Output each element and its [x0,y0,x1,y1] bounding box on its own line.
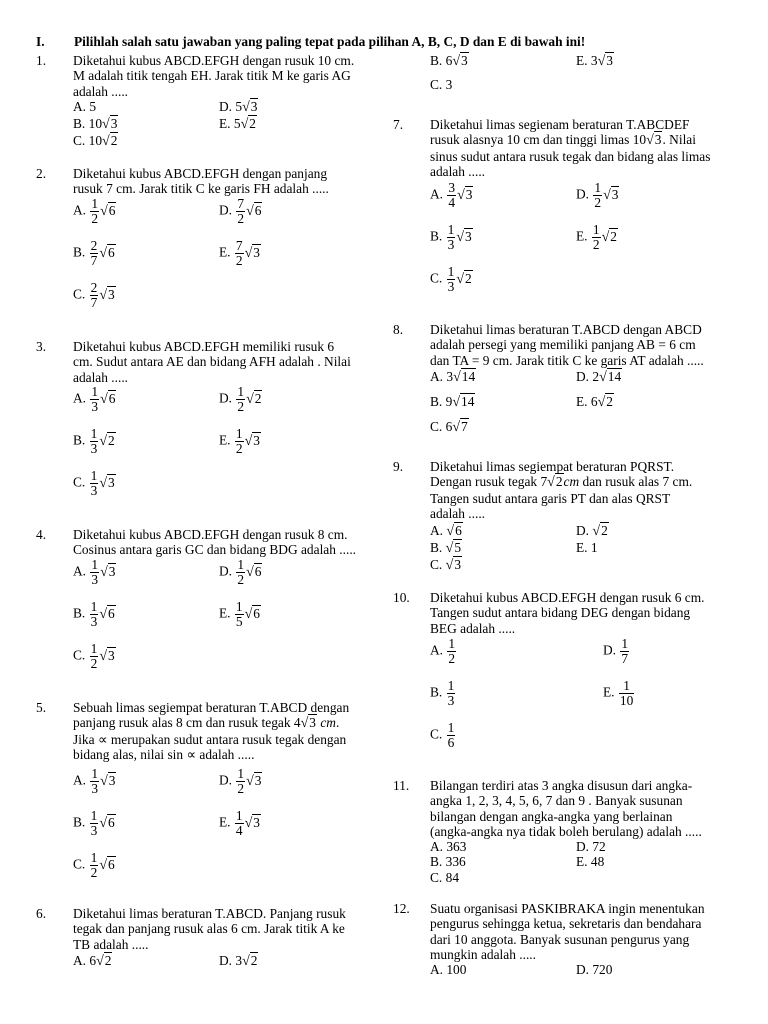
fraction: $\frac{1}{2}$ [237,557,245,587]
option-d: D. $\frac{1}{2}$ √6 [219,557,262,587]
question-stem [73,527,356,558]
sqrt-expression: √6 [246,202,262,219]
option-a: A. $\frac{1}{2}$ [430,636,456,666]
fraction: $\frac{3}{4}$ [448,180,456,210]
option-d: D. $\frac{1}{2}$ √3 [576,180,619,210]
question-stem [430,778,702,840]
section-header [36,34,585,49]
stem-line: Diketahui limas segienam beraturan T.ABCDEF [430,117,690,132]
stem-line: Diketahui kubus ABCD.EFGH memiliki rusuk 6 [73,339,335,354]
stem-line: TB adalah ..... [73,936,149,952]
stem-line: bidang alas, nilai sin ∝ adalah ..... [73,747,255,763]
sqrt-expression: √2 [102,133,118,149]
option-d: D. 3√2 [219,953,258,969]
stem-line: Diketahui kubus ABCD.EFGH dengan rusuk 8 cm. [73,527,348,542]
sqrt-expression: √2 [246,390,262,407]
sqrt-expression: √3 [99,286,115,303]
stem-line: Diketahui kubus ABCD.EFGH dengan rusuk 10 cm. [73,53,355,68]
fraction: $\frac{1}{3}$ [90,468,98,498]
question-number: 10. [393,590,410,605]
sqrt-expression: √6 [99,856,115,873]
sqrt-expression: √2 [240,116,256,132]
option-e: E. 48 [576,854,605,869]
stem-line: Diketahui kubus ABCD.EFGH dengan panjang [73,166,328,181]
option-d: D. $\frac{1}{2}$ √2 [219,384,262,414]
option-d: D. $\frac{7}{2}$ √6 [219,196,262,226]
fraction: $\frac{2}{7}$ [90,238,98,268]
sqrt-expression: √3 [244,432,260,449]
section-instruction: Pilihlah salah satu jawaban yang paling tepat pada pilihan A, B, C, D dan E di bawah ini! [74,34,586,49]
section-roman-numeral: I. [36,34,45,49]
option-e: E. $\frac{1}{2}$ √3 [219,426,260,456]
question-number: 2. [36,166,47,181]
stem-line: rusuk alasnya 10 cm dan tinggi limas 10√3. Nilai [430,132,696,149]
stem-line: Bilangan terdiri atas 3 angka disusun dari angka- [430,778,693,793]
question-stem [430,117,710,180]
option-e: E. 3√3 [576,53,613,69]
fraction: $\frac{1}{3}$ [447,222,455,252]
question-stem [430,901,705,963]
stem-line: adalah persegi yang memiliki panjang AB = 6 cm [430,337,696,353]
sqrt-expression: √6 [244,605,260,622]
stem-line: dan TA = 9 cm. Jarak titik C ke garis AT adalah ..... [430,352,704,368]
stem-line: Diketahui kubus ABCD.EFGH dengan rusuk 6 cm. [430,590,705,605]
sqrt-expression: √14 [453,369,476,385]
stem-line: Diketahui limas segiempat beraturan PQRST. [430,459,675,474]
sqrt-expression: √7 [452,419,468,435]
sqrt-expression: √3 [244,244,260,261]
sqrt-expression: √3 [597,53,613,69]
option-b: B. $\frac{1}{3}$ √3 [430,222,472,252]
option-c: C. $\frac{1}{3}$ √2 [430,264,472,294]
stem-line: bilangan dengan angka-angka yang berlainan [430,808,673,824]
fraction: $\frac{1}{2}$ [594,180,602,210]
stem-line: Sebuah limas segiempat beraturan T.ABCD dengan [73,700,350,715]
sqrt-expression: √2 [597,394,613,410]
question-number: 9. [393,459,404,474]
option-b: B. $\frac{1}{3}$ √2 [73,426,115,456]
sqrt-expression: √3 [456,228,472,245]
option-c: C. $\frac{1}{2}$ √3 [73,641,115,671]
stem-line: Diketahui limas beraturan T.ABCD dengan ABCD [430,322,702,337]
sqrt-expression: √3 [300,715,316,732]
sqrt-expression: √2 [601,228,617,245]
sqrt-expression: √6 [246,563,262,580]
question-number: 5. [36,700,47,715]
fraction: $\frac{1}{2}$ [235,426,243,456]
fraction: $\frac{1}{7}$ [621,636,629,666]
option-d: D. 2√14 [576,369,622,385]
stem-line: Tangen sudut antara garis PT dan alas QRST [430,490,671,506]
sqrt-expression: √14 [452,394,475,410]
stem-line: (angka-angka nya tidak boleh berulang) adalah ..... [430,824,702,840]
sqrt-expression: √2 [96,953,112,969]
option-d: D. 72 [576,839,606,854]
stem-line: Cosinus antara garis GC dan bidang BDG adalah ..... [73,542,357,558]
option-c: C. $\frac{1}{2}$ √6 [73,850,115,880]
stem-line: Jika ∝ merupakan sudut antara rusuk tegak dengan [73,731,347,747]
stem-line: BEG adalah ..... [430,620,516,636]
option-b: B. $\frac{1}{3}$ [430,678,455,708]
sqrt-expression: √2 [99,432,115,449]
question-number: 1. [36,53,47,68]
stem-line: Suatu organisasi PASKIBRAKA ingin menentukan [430,901,705,916]
option-a: A. $\frac{1}{3}$ √3 [73,557,116,587]
stem-line: rusuk 7 cm. Jarak titik C ke garis FH adalah ..... [73,181,329,197]
option-b: B. 6√3 [430,53,468,69]
sqrt-expression: √14 [599,369,622,385]
fraction: $\frac{1}{3}$ [91,384,99,414]
fraction: $\frac{1}{3}$ [90,599,98,629]
option-c: C. 84 [430,870,460,885]
stem-line: panjang rusuk alas 8 cm dan rusuk tegak 4√3 cm. [73,715,340,732]
option-e: E. $\frac{1}{5}$ √6 [219,599,260,629]
stem-line: M adalah titik tengah EH. Jarak titik M ke garis AG [73,68,351,84]
fraction: $\frac{1}{2}$ [237,766,245,796]
fraction: $\frac{1}{3}$ [91,766,99,796]
fraction: $\frac{1}{4}$ [235,808,243,838]
stem-line: dari 10 anggota. Banyak susunan pengurus yang [430,931,690,947]
fraction: $\frac{1}{10}$ [619,678,634,708]
sqrt-expression: √6 [446,523,462,539]
fraction: $\frac{1}{2}$ [237,384,245,414]
question-stem [73,339,351,385]
option-a: A. 5 [73,99,97,114]
option-e: E. $\frac{1}{4}$ √3 [219,808,260,838]
question-number: 7. [393,117,404,132]
stem-line: tegak dan panjang rusuk alas 6 cm. Jarak titik A ke [73,921,345,937]
option-b: B. $\frac{2}{7}$ √6 [73,238,115,268]
option-b: B. $\frac{1}{3}$ √6 [73,808,115,838]
option-e: E. $\frac{1}{10}$ [603,678,634,708]
option-a: A. 3√14 [430,369,476,385]
option-c: C. $\frac{2}{7}$ √3 [73,280,115,310]
option-b: B. $\frac{1}{3}$ √6 [73,599,115,629]
option-d: D. 720 [576,962,613,977]
option-a: A. √6 [430,523,462,539]
sqrt-expression: √3 [244,814,260,831]
option-d: D. 5√3 [219,99,258,115]
option-e: E. $\frac{1}{2}$ √2 [576,222,617,252]
fraction: $\frac{1}{6}$ [447,720,455,750]
alpha-symbol: ∝ [186,747,197,763]
sqrt-expression: √3 [100,772,116,789]
option-b: B. 10√3 [73,116,118,132]
option-d: D. $\frac{1}{7}$ [603,636,629,666]
fraction: $\frac{1}{2}$ [592,222,600,252]
question-stem [73,700,349,763]
fraction: $\frac{1}{2}$ [91,196,99,226]
fraction: $\frac{1}{3}$ [90,426,98,456]
sqrt-expression: √3 [102,116,118,132]
option-b: B. √5 [430,540,462,556]
sqrt-expression: √3 [452,53,468,69]
stem-line: cm. Sudut antara AE dan bidang AFH adalah . Nilai [73,354,351,370]
question-number: 3. [36,339,47,354]
option-a: A. 100 [430,962,467,977]
sqrt-expression: √3 [99,647,115,664]
sqrt-expression: √3 [646,132,662,149]
sqrt-expression: √6 [99,814,115,831]
stem-line: mungkin adalah ..... [430,947,536,963]
sqrt-expression: √3 [457,186,473,203]
option-e: E. $\frac{7}{2}$ √3 [219,238,260,268]
question-number: 6. [36,906,47,921]
question-number: 4. [36,527,47,542]
option-d: D. √2 [576,523,608,539]
question-stem [430,459,692,522]
sqrt-expression: √5 [445,540,462,556]
fraction: $\frac{1}{2}$ [448,636,456,666]
stem-line: adalah ..... [73,369,129,385]
option-a: A. $\frac{1}{3}$ √6 [73,384,116,414]
stem-line: adalah ..... [73,83,129,99]
option-a: A. $\frac{1}{3}$ √3 [73,766,116,796]
option-e: E. 5√2 [219,116,256,132]
question-stem [430,322,704,368]
sqrt-expression: √2 [592,523,608,539]
question-number: 11. [393,778,410,793]
option-c: C. 10√2 [73,133,118,149]
option-a: A. $\frac{3}{4}$ √3 [430,180,473,210]
question-number: 12. [393,901,410,916]
option-d: D. $\frac{1}{2}$ √3 [219,766,262,796]
sqrt-expression: √6 [100,390,116,407]
sqrt-expression: √6 [99,244,115,261]
fraction: $\frac{1}{2}$ [90,850,98,880]
stem-line: Diketahui limas beraturan T.ABCD. Panjang rusuk [73,906,346,921]
option-a: A. 6√2 [73,953,112,969]
sqrt-expression: √3 [445,557,462,573]
sqrt-expression: √3 [99,474,115,491]
option-c: C. 6√7 [430,419,468,435]
fraction: $\frac{1}{3}$ [91,557,99,587]
sqrt-expression: √6 [99,605,115,622]
question-stem [73,166,329,197]
sqrt-expression: √3 [246,772,262,789]
sqrt-expression: √3 [100,563,116,580]
stem-line: adalah ..... [430,164,486,180]
option-c: C. √3 [430,557,462,573]
fraction: $\frac{7}{2}$ [235,238,243,268]
question-stem [430,590,705,636]
option-c: C. 3 [430,77,453,92]
fraction: $\frac{1}{2}$ [90,641,98,671]
stem-line: sinus sudut antara rusuk tegak dan bidang alas limas [430,148,711,164]
fraction: $\frac{1}{3}$ [447,264,455,294]
sqrt-expression: √3 [242,99,258,115]
sqrt-expression: √3 [603,186,619,203]
sqrt-expression: √6 [100,202,116,219]
sqrt-expression: √2 [456,270,472,287]
question-number: 8. [393,322,404,337]
sqrt-expression: √2 [242,953,258,969]
sqrt-expression: √2 [547,474,563,491]
fraction: $\frac{1}{3}$ [90,808,98,838]
alpha-symbol: ∝ [97,731,108,747]
option-b: B. 9√14 [430,394,475,410]
stem-line: Dengan rusuk tegak 7√2cm dan rusuk alas 7 cm. [430,474,693,491]
fraction: $\frac{1}{3}$ [447,678,455,708]
option-e: E. 1 [576,540,598,555]
question-stem [73,906,346,952]
fraction: $\frac{7}{2}$ [237,196,245,226]
fraction: $\frac{1}{5}$ [235,599,243,629]
stem-line: adalah ..... [430,506,486,522]
option-e: E. 6√2 [576,394,613,410]
fraction: $\frac{2}{7}$ [90,280,98,310]
stem-line: pengurus sehingga ketua, sekretaris dan bendahara [430,916,702,932]
option-a: A. 363 [430,839,467,854]
stem-line: angka 1, 2, 3, 4, 5, 6, 7 dan 9 . Banyak susunan [430,793,683,809]
option-c: C. $\frac{1}{6}$ [430,720,455,750]
option-c: C. $\frac{1}{3}$ √3 [73,468,115,498]
stem-line: Tangen sudut antara bidang DEG dengan bidang [430,605,691,621]
question-stem [73,53,354,99]
option-b: B. 336 [430,854,466,869]
option-a: A. $\frac{1}{2}$ √6 [73,196,116,226]
